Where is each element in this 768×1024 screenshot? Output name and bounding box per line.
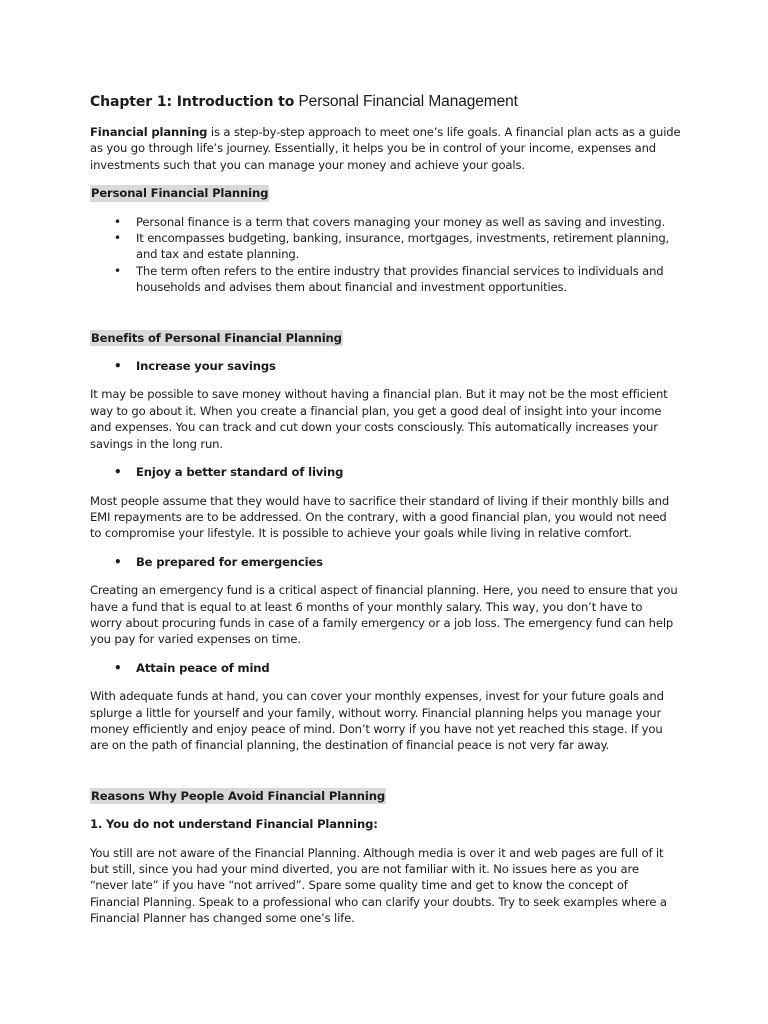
chapter-title-rest: Personal Financial Management	[294, 93, 518, 110]
bullet-item: • Personal finance is a term that covers managing your money as well as saving and investing.	[90, 214, 690, 230]
section-heading-reasons: Reasons Why People Avoid Financial Planning	[91, 788, 385, 803]
benefit-paragraph: With adequate funds at hand, you can cover your monthly expenses, invest for your future goals and splurge a little for yourself and your family, without worry. Financial planning helps you manage your money efficiently and enjoy peace of mind. Don’t worry if you have not yet reached this stage. If you are on the path of financial planning, the destination of financial peace is not very far away.	[90, 689, 664, 753]
benefit-item	[90, 660, 690, 676]
benefit-paragraph: Most people assume that they would have to sacrifice their standard of living if their monthly bills and EMI repayments are to be addressed. On the contrary, with a good financial plan, you would not need to compromise your lifestyle. It is possible to achieve your goals while living in relative comfort.	[90, 493, 670, 541]
bullet-item: • The term often refers to the entire industry that provides financial services to individuals and households and advises them about financial and investment opportunities.	[90, 263, 690, 296]
reason-paragraph: You still are not aware of the Financial Planning. Although media is over it and web pages are full of it but still, since you had your mind diverted, you are not familiar with it. No issues here as you are “never late” if you have “not arrived”. Spare some quality time and get to know the concept of Financial Planning. Speak to a professional who can clarify your doubts. Try to seek examples where a Financial Planner has changed some one’s life.	[90, 845, 667, 926]
benefit-paragraph: It may be possible to save money without having a financial plan. But it may not be the most efficient way to go about it. When you create a financial plan, you get a good deal of insight into your income and expenses. You can track and cut down your costs consciously. This automatically increases your savings in the long run.	[90, 387, 668, 451]
intro-paragraph	[90, 124, 690, 173]
benefit-item	[90, 554, 690, 570]
benefit-item	[90, 358, 690, 374]
section-heading-benefits: Benefits of Personal Financial Planning	[91, 330, 342, 345]
benefit-title: • Enjoy a better standard of living	[90, 464, 690, 480]
reason-subheading: 1. You do not understand Financial Planning:	[90, 817, 378, 832]
bullet-item: • It encompasses budgeting, banking, insurance, mortgages, investments, retirement planning, and tax and estate planning.	[90, 230, 690, 263]
chapter-title	[90, 92, 690, 112]
personal-bullet-list	[90, 214, 690, 296]
intro-line: investments such that you can manage your money and achieve your goals.	[90, 157, 525, 172]
benefit-title: • Attain peace of mind	[90, 660, 690, 676]
intro-line: is a step-by-step approach to meet one’s life goals. A financial plan acts as a guide	[207, 125, 681, 139]
section-heading-personal: Personal Financial Planning	[91, 186, 269, 201]
intro-line: as you go through life’s journey. Essentially, it helps you be in control of your income, expenses and	[90, 141, 657, 156]
chapter-title-prefix: Chapter 1: Introduction to	[90, 94, 295, 110]
intro-bold-term: Financial planning	[90, 125, 208, 139]
benefit-title: • Be prepared for emergencies	[90, 554, 690, 570]
document-content	[90, 92, 690, 927]
benefit-paragraph: Creating an emergency fund is a critical aspect of financial planning. Here, you need to ensure that you have a fund that is equal to at least 6 months of your monthly salary. This way, you don’t have to worry about procuring funds in case of a family emergency or a job loss. The emergency fund can help you pay for varied expenses on time.	[90, 583, 678, 647]
benefit-title: • Increase your savings	[90, 358, 690, 374]
benefit-item	[90, 464, 690, 480]
